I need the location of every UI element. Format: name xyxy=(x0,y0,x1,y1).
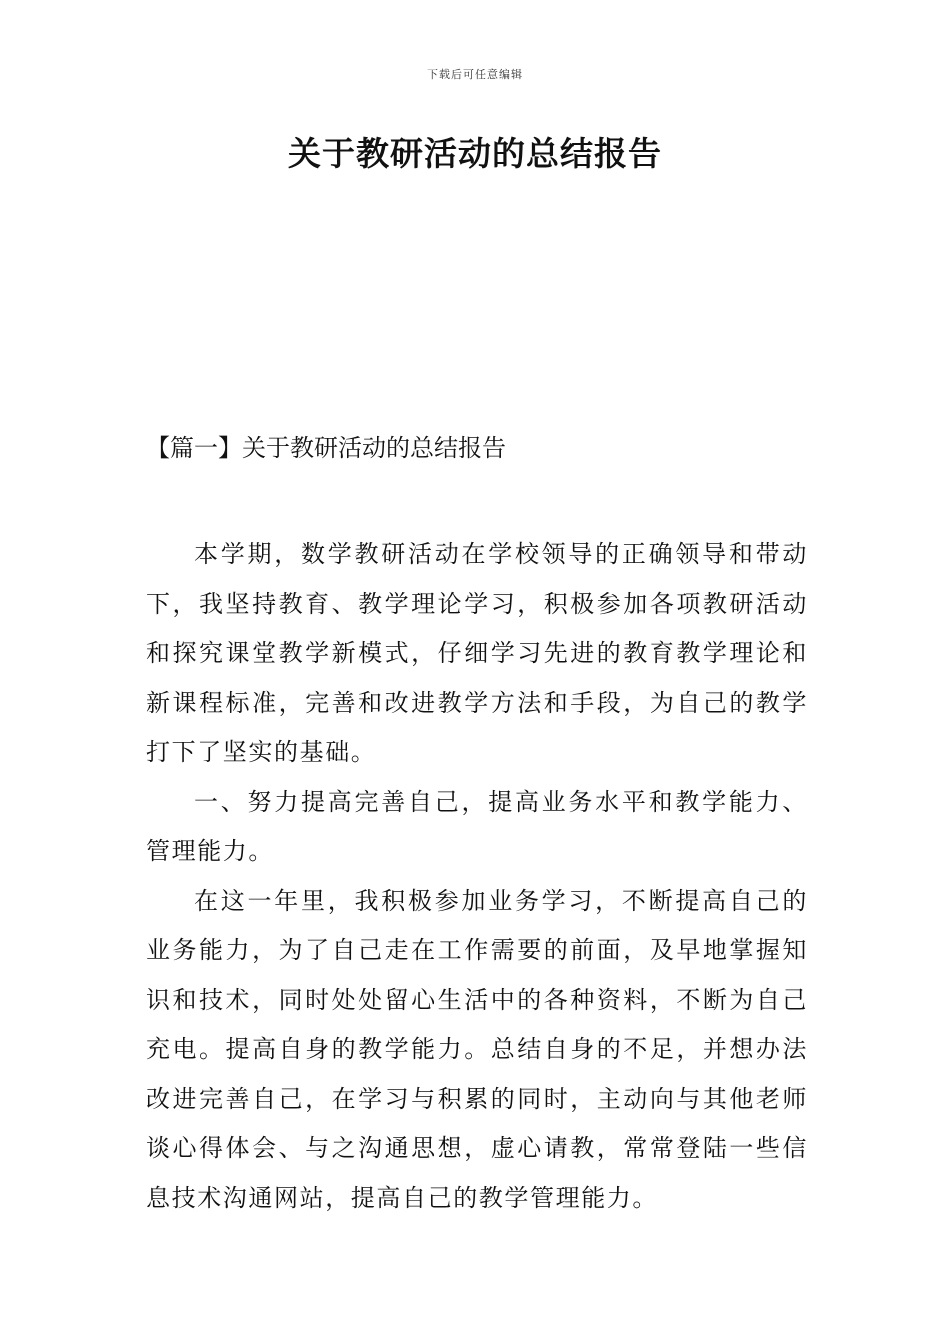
paragraph-intro: 本学期，数学教研活动在学校领导的正确领导和带动下，我坚持教育、教学理论学习，积极参加各项教研活动和探究课堂教学新模式，仔细学习先进的教育教学理论和新课程标准，完善和改进教学方法和手段，为自己的教学打下了坚实的基础。 xyxy=(146,540,808,766)
page-header-note: 下载后可任意编辑 xyxy=(427,68,523,81)
paragraph-details: 在这一年里，我积极参加业务学习，不断提高自己的业务能力，为了自己走在工作需要的前面，及早地掌握知识和技术，同时处处留心生活中的各种资料，不断为自己充电。提高自身的教学能力。总结自身的不足，并想办法改进完善自己，在学习与积累的同时，主动向与其他老师谈心得体会、与之沟通思想，虚心请教，常常登陆一些信息技术沟通网站，提高自己的教学管理能力。 xyxy=(146,886,808,1212)
document-title: 关于教研活动的总结报告 xyxy=(288,134,662,173)
paragraph-point-one: 一、努力提高完善自己，提高业务水平和教学能力、管理能力。 xyxy=(146,787,808,865)
document-body xyxy=(146,530,808,1223)
section-heading: 【篇一】关于教研活动的总结报告 xyxy=(146,434,506,462)
